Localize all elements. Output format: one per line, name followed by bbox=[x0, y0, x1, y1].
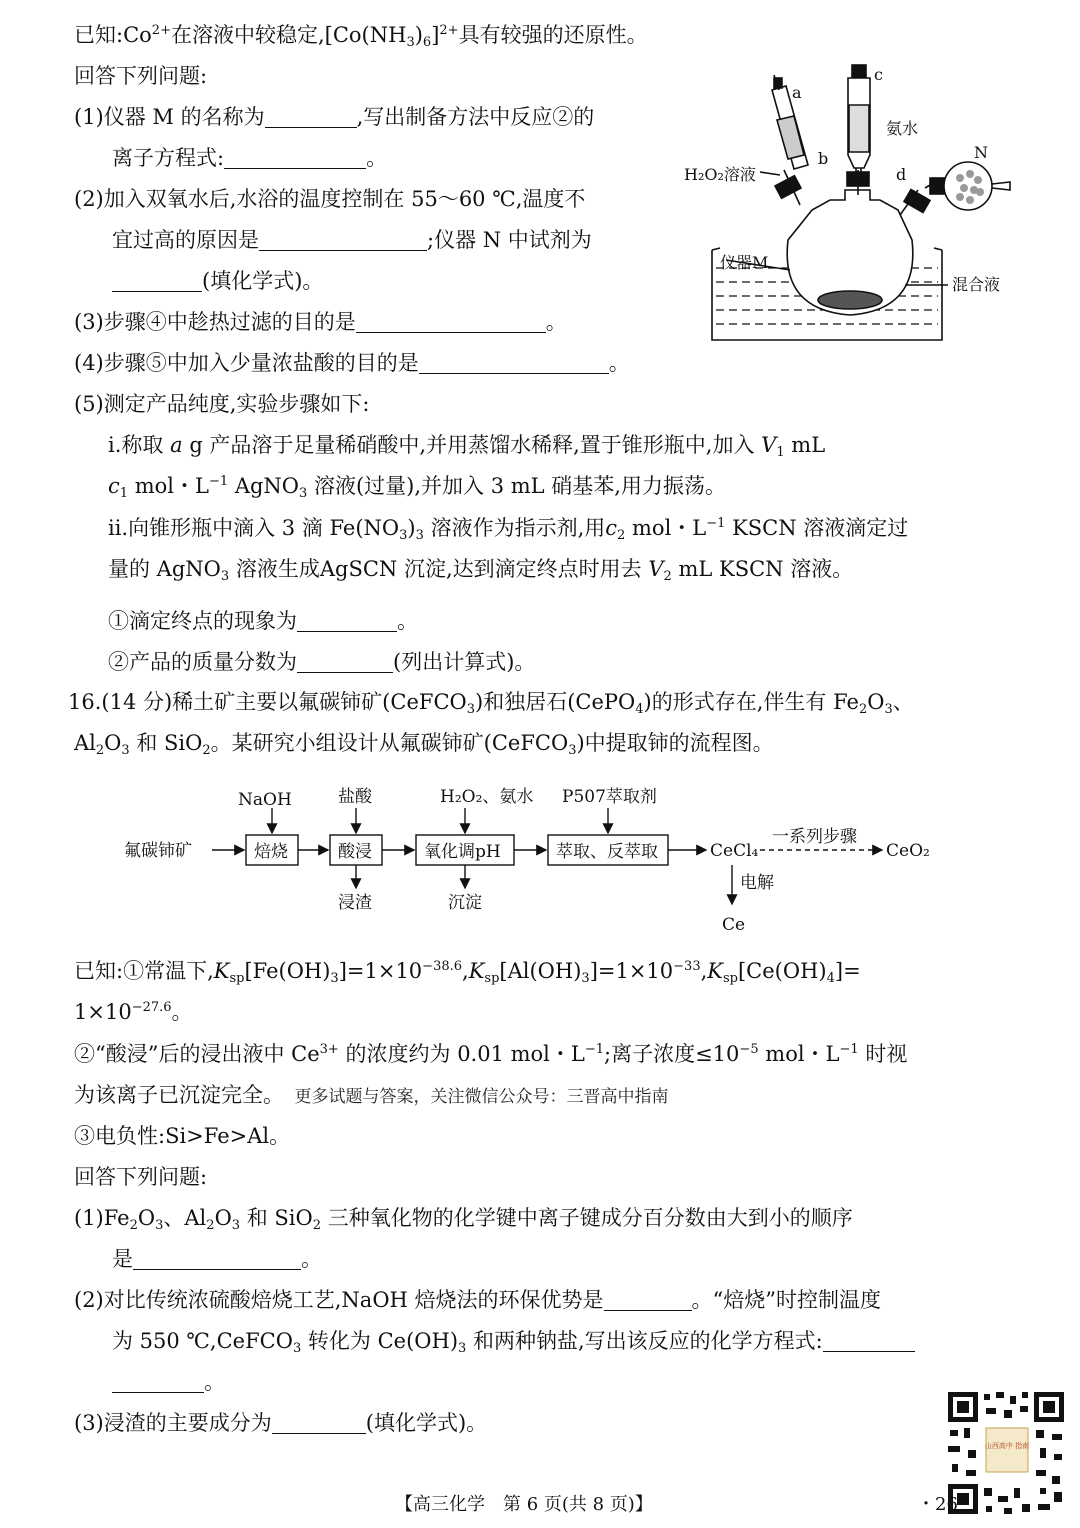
question-3: (3)步骤④中趁热过滤的目的是 。 bbox=[74, 310, 567, 334]
question-2-cont: 宜过高的原因是 ;仪器 N 中试剂为 bbox=[112, 228, 592, 252]
label-a: a bbox=[792, 83, 802, 102]
input-naoh: NaOH bbox=[238, 790, 292, 810]
process-flowchart bbox=[120, 780, 940, 940]
sub-question-2: ②产品的质量分数为 (列出计算式)。 bbox=[108, 650, 536, 674]
answer-blank[interactable] bbox=[272, 1411, 366, 1434]
answer-blank[interactable] bbox=[297, 650, 393, 673]
problem-16: 16.(14 分)稀土矿主要以氟碳铈矿(CeFCO$_3$)和独居石(CePO$_4$)的形式存在,伴生有 $Fe_2O_3$、 bbox=[68, 690, 914, 717]
series-steps: 一系列步骤 bbox=[772, 827, 857, 847]
label-mixture: 混合液 bbox=[952, 275, 1001, 294]
answer-blank[interactable] bbox=[356, 310, 546, 333]
page-footer: 【高三化学 第 6 页(共 8 页)】 bbox=[395, 1494, 653, 1515]
step-1-cont: $c_1$ mol・$L^{-1}$ AgNO$_3$ 溶液(过量),并加入 3 mL 硝基苯,用力振荡。 bbox=[108, 474, 726, 501]
label-n: N bbox=[974, 143, 988, 162]
known-concentration-cont: 为该离子已沉淀完全。 更多试题与答案，关注微信公众号：三晋高中指南 bbox=[74, 1083, 669, 1107]
label-b: b bbox=[818, 149, 829, 168]
answer-blank[interactable] bbox=[297, 609, 397, 632]
question-1-cont: 离子方程式: 。 bbox=[112, 146, 388, 170]
product-ceo2: CeO₂ bbox=[886, 841, 930, 861]
step-extraction: 萃取、反萃取 bbox=[556, 842, 658, 862]
label-h2o2: H₂O₂溶液 bbox=[684, 165, 756, 184]
sub-q-2-cont2: 。 bbox=[112, 1367, 225, 1397]
question-4: (4)步骤⑤中加入少量浓盐酸的目的是 。 bbox=[74, 351, 630, 375]
sub-q-3: (3)浸渣的主要成分为 (填化学式)。 bbox=[74, 1411, 488, 1435]
answer-blank[interactable] bbox=[112, 269, 202, 292]
qr-code bbox=[944, 1388, 1068, 1518]
residue-slag: 浸渣 bbox=[338, 893, 372, 913]
problem-16-cont: $Al_2O_3$ 和 SiO$_2$。某研究小组设计从氟碳铈矿(CeFCO$_3$)中提取铈的流程图。 bbox=[74, 731, 774, 758]
step-acid-leach: 酸浸 bbox=[338, 842, 372, 862]
answer-prompt-2: 回答下列问题: bbox=[74, 1165, 208, 1189]
answer-blank[interactable] bbox=[133, 1247, 301, 1270]
input-hcl: 盐酸 bbox=[338, 787, 372, 807]
input-p507: P507萃取剂 bbox=[562, 787, 657, 807]
step-roast: 焙烧 bbox=[254, 842, 288, 862]
answer-blank[interactable] bbox=[224, 146, 366, 169]
apparatus-diagram bbox=[680, 60, 1030, 350]
known-concentration: ②“酸浸”后的浸出液中 $Ce^{3+}$ 的浓度约为 0.01 mol・$L^{-1}$;离子浓度$\le 10^{-5}$ mol・$L^{-1}$ 时视 bbox=[74, 1042, 908, 1066]
label-d: d bbox=[896, 165, 907, 184]
sub-question-1: ①滴定终点的现象为 。 bbox=[108, 609, 418, 633]
answer-blank[interactable] bbox=[419, 351, 609, 374]
step-2: ⅱ.向锥形瓶中滴入 3 滴 $Fe(NO_3)_3$ 溶液作为指示剂,用$c_2$ mol・$L^{-1}$ KSCN 溶液滴定过 bbox=[108, 516, 909, 543]
label-c: c bbox=[874, 65, 883, 84]
raw-ore: 氟碳铈矿 bbox=[124, 841, 192, 861]
product-ce: Ce bbox=[722, 915, 746, 935]
answer-blank[interactable] bbox=[259, 228, 427, 251]
qr-center-label: 山西高中 指南 bbox=[984, 1442, 1030, 1450]
answer-blank[interactable] bbox=[823, 1329, 915, 1352]
step-oxidize: 氧化调pH bbox=[424, 842, 501, 862]
label-instrument-m: 仪器M bbox=[720, 253, 769, 272]
page-number: ・26 bbox=[917, 1494, 958, 1515]
known-info-line: 已知$:Co^{2+}$在溶液中较稳定$,[Co(NH_3)_6]^{2+}$具有较强的还原性。 bbox=[74, 23, 648, 50]
sub-q-2: (2)对比传统浓硫酸焙烧工艺,NaOH 焙烧法的环保优势是 。“焙烧”时控制温度 bbox=[74, 1288, 882, 1312]
question-5: (5)测定产品纯度,实验步骤如下: bbox=[74, 392, 370, 416]
product-cecl4: CeCl₄ bbox=[710, 841, 759, 861]
answer-prompt: 回答下列问题: bbox=[74, 64, 208, 88]
input-h2o2: H₂O₂、氨水 bbox=[440, 787, 534, 807]
question-2: (2)加入双氧水后,水浴的温度控制在 55～60 ℃,温度不 bbox=[74, 187, 586, 211]
question-2-cont2: (填化学式)。 bbox=[112, 266, 323, 296]
answer-blank[interactable] bbox=[604, 1288, 692, 1311]
known-electronegativity: ③电负性:Si>Fe>Al。 bbox=[74, 1124, 291, 1148]
known-ksp: 已知:①常温下$,K_{sp}[Fe(OH)_3]=1\times 10^{-38.6},K_{sp}[Al(OH)_3]=1\times 10^{-33},K_{sp}[Ce(OH)_4]=$ bbox=[74, 959, 861, 986]
step-1: ⅰ.称取 a g 产品溶于足量稀硝酸中,并用蒸馏水稀释,置于锥形瓶中,加入 $V_1$ mL bbox=[108, 433, 826, 460]
known-ksp-cont: $1\times 10^{-27.6}$。 bbox=[74, 1000, 193, 1024]
sub-q-2-cont: 为 550 ℃,CeFCO$_3$ 转化为 $Ce(OH)_3$ 和两种钠盐,写出该反应的化学方程式: bbox=[112, 1326, 915, 1356]
residue-precipitate: 沉淀 bbox=[448, 893, 482, 913]
sub-q-1-cont: 是 。 bbox=[112, 1247, 322, 1271]
question-1: (1)仪器 M 的名称为 ,写出制备方法中反应②的 bbox=[74, 105, 595, 129]
label-ammonia: 氨水 bbox=[886, 119, 919, 138]
step-2-cont: 量的 AgNO$_3$ 溶液生成AgSCN 沉淀,达到滴定终点时用去 $V_2$ mL KSCN 溶液。 bbox=[108, 557, 854, 584]
promo-note: 更多试题与答案，关注微信公众号：三晋高中指南 bbox=[294, 1087, 669, 1107]
step-electrolysis: 电解 bbox=[740, 873, 774, 893]
answer-blank[interactable] bbox=[112, 1370, 204, 1393]
sub-q-1: $(1)Fe_2O_3$、$Al_2O_3$ 和 SiO$_2$ 三种氧化物的化学键中离子键成分百分数由大到小的顺序 bbox=[74, 1206, 853, 1233]
answer-blank[interactable] bbox=[265, 105, 357, 128]
